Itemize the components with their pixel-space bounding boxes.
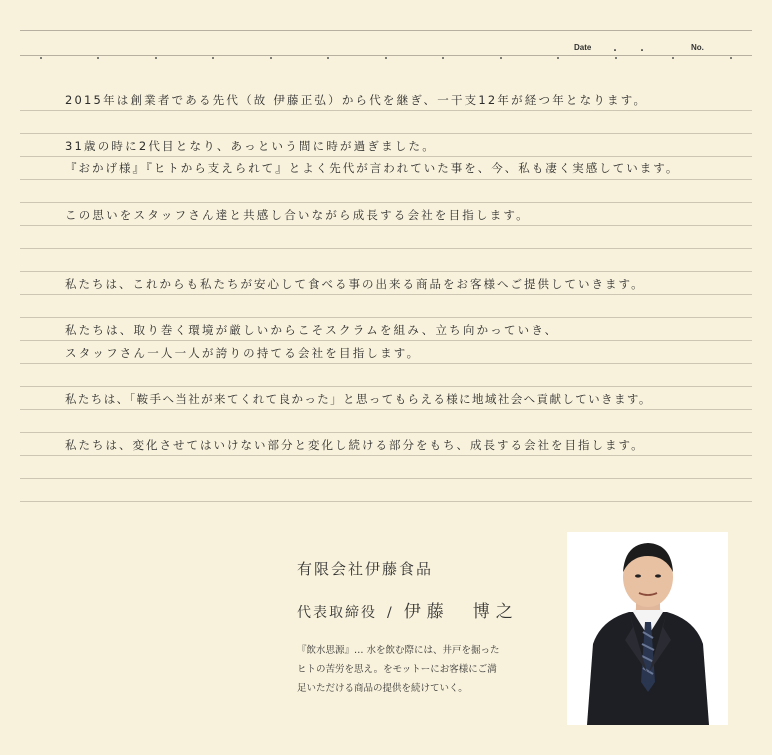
rule-tick [155, 57, 157, 59]
rule-tick [557, 57, 559, 59]
header-rule-top [20, 30, 752, 31]
message-line: 私たちは、これからも私たちが安心して食べる事の出来る商品をお客様へご提供していきます。 [65, 277, 645, 291]
ruled-line [20, 340, 752, 341]
rule-tick [97, 57, 99, 59]
ruled-line [20, 363, 752, 364]
ruled-line [20, 225, 752, 226]
date-label: Date [574, 43, 592, 52]
representative-photo [567, 532, 728, 725]
ruled-line [20, 432, 752, 433]
message-line: 31歳の時に2代目となり、あっという間に時が過ぎました。 [65, 139, 436, 153]
rule-tick [500, 57, 502, 59]
ruled-line [20, 271, 752, 272]
rule-tick [212, 57, 214, 59]
motto-line: ヒトの苦労を思え。をモットーにお客様にご満 [297, 664, 497, 675]
ruled-line [20, 294, 752, 295]
motto-line: 『飲水思源』… 水を飲む際には、井戸を掘った [297, 645, 500, 656]
company-motto [297, 641, 547, 698]
ruled-line [20, 133, 752, 134]
rule-tick [615, 57, 617, 59]
representative-title [297, 597, 519, 622]
title-separator: / [387, 605, 394, 621]
position-title: 代表取締役 [297, 605, 377, 621]
ruled-line [20, 455, 752, 456]
rule-tick [385, 57, 387, 59]
ruled-line [20, 386, 752, 387]
rule-tick [730, 57, 732, 59]
ruled-line [20, 409, 752, 410]
number-label: No. [691, 43, 704, 52]
ruled-line [20, 156, 752, 157]
rule-tick [327, 57, 329, 59]
portrait-illustration [567, 532, 728, 725]
company-name: 有限会社伊藤食品 [297, 560, 434, 578]
ruled-line [20, 501, 752, 502]
representative-name: 伊藤 博之 [403, 602, 519, 622]
rule-tick [672, 57, 674, 59]
ruled-line [20, 179, 752, 180]
rule-tick [442, 57, 444, 59]
message-line: スタッフさん一人一人が誇りの持てる会社を目指します。 [65, 346, 421, 360]
ruled-line [20, 317, 752, 318]
ruled-line [20, 202, 752, 203]
message-line: 私たちは、「鞍手へ当社が来てくれて良かった」と思ってもらえる様に地域社会へ貢献していきます。 [65, 392, 652, 406]
ruled-line [20, 248, 752, 249]
message-line: この思いをスタッフさん達と共感し合いながら成長する会社を目指します。 [65, 208, 530, 222]
message-line: 私たちは、変化させてはいけない部分と変化し続ける部分をもち、成長する会社を目指します。 [65, 438, 645, 452]
message-line: 『おかげ様』『ヒトから支えられて』とよく先代が言われていた事を、今、私も凄く実感しています。 [65, 161, 680, 175]
rule-tick [40, 57, 42, 59]
message-line: 私たちは、取り巻く環境が厳しいからこそスクラムを組み、立ち向かっていき、 [65, 323, 559, 337]
date-separator: ・ [637, 46, 647, 57]
ruled-line [20, 110, 752, 111]
motto-line: 足いただける商品の提供を続けていく。 [297, 683, 468, 694]
message-line: 2015年は創業者である先代（故 伊藤正弘）から代を継ぎ、一干支12年が経つ年となります。 [65, 93, 648, 107]
rule-tick [270, 57, 272, 59]
ruled-line [20, 478, 752, 479]
date-separator: ・ [610, 46, 620, 57]
